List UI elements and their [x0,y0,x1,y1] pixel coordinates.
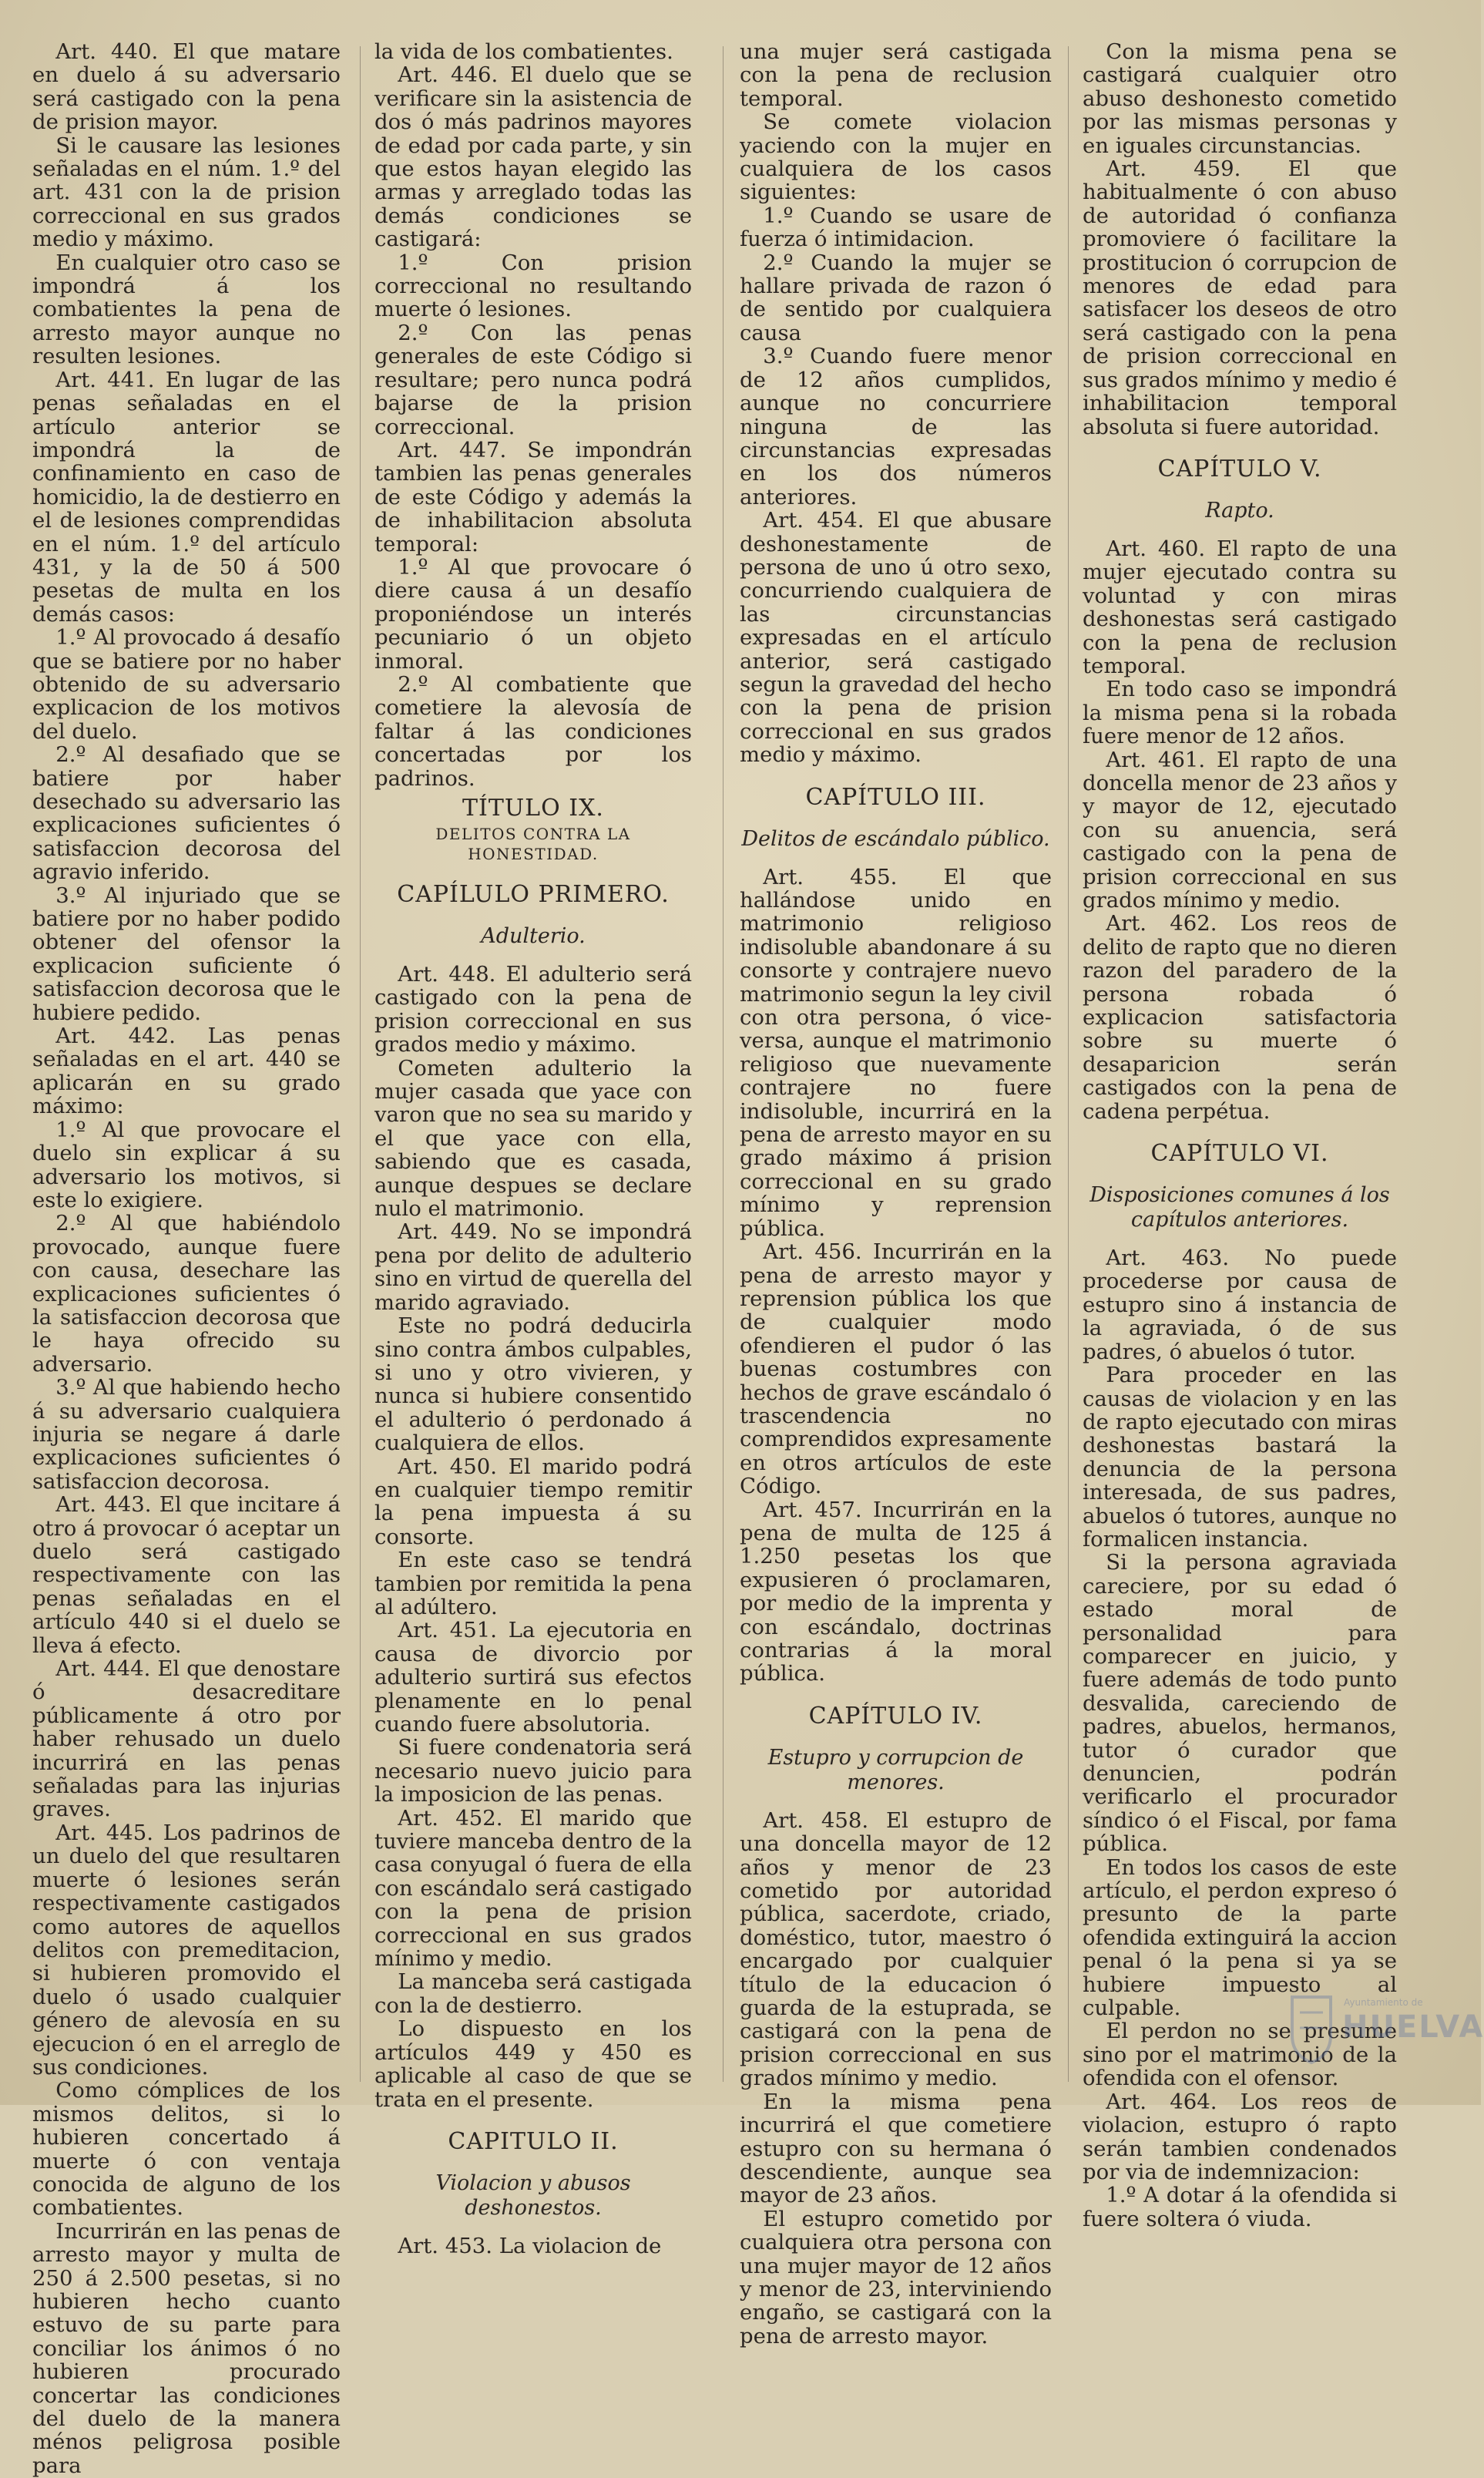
text-paragraph: Si le causare las lesiones señaladas en el núm. 1.º del art. 431 con la de prision correccional en sus grados medio y máximo. [32,133,341,252]
chapter-heading: CAPÍTULO III. [805,783,986,811]
chapter-subtitle: Violacion y abusos deshonestos. [435,2170,631,2220]
chapter-heading: CAPÍLULO PRIMERO. [397,881,670,908]
text-paragraph: Incurrirán en las penas de arresto mayor y multa de 250 á 2.500 pesetas, si no hubieren hecho cuanto estuvo de su parte para conciliar los ánimos ó no hubieren procurado concertar las condiciones del duelo de la manera ménos peligrosa posible para [32,2218,341,2478]
text-paragraph: 1.º Al provocado á desafío que se batiere por no haber obtenido de su adversario explicacion de los motivos del duelo. [32,625,341,744]
chapter-heading: CAPÍTULO VI. [1150,1140,1329,1168]
archive-watermark [1288,1989,1484,2074]
chapter-subtitle: Delitos de escándalo público. [741,826,1050,851]
chapter-heading: TÍTULO IX. [462,795,604,822]
text-paragraph: 1.º Al que provocare ó diere causa á un desafío proponiéndose un interés pecuniario ó un objeto inmoral. [374,554,692,674]
text-paragraph: En este caso se tendrá tambien por remitida la pena al adúltero. [374,1548,692,1619]
text-paragraph: una mujer será castigada con la pena de reclusion temporal. [740,39,1052,111]
text-paragraph: Cometen adulterio la mujer casada que yace con varon que no sea su marido y el que yace con ella, sabiendo que es casada, aunque despues se declare nulo el matrimonio. [374,1055,692,1222]
text-paragraph: En cualquier otro caso se impondrá á los combatientes la pena de arresto mayor aunque no resulten lesiones. [32,250,341,369]
text-paragraph: 2.º Con las penas generales de este Código si resultare; pero nunca podrá bajarse de la prision correccional. [374,320,692,439]
text-paragraph: 1.º Con prision correccional no resultando muerte ó lesiones. [374,250,692,322]
chapter-heading: CAPÍTULO IV. [808,1702,983,1730]
text-paragraph: 3.º Al que habiendo hecho á su adversario cualquiera injuria se negare á darle explicaciones suficientes ó satisfaccion decorosa. [32,1375,341,1494]
text-paragraph: Si la persona agraviada careciere, por su edad ó estado moral de personalidad para comparecer en juicio, y fuere además de todo punto desvalida, careciendo de padres, abuelos, hermanos, tutor ó curador que denuncien, podrán verificarlo el procurador síndico ó el Fiscal, por fama pública. [1083,1550,1397,1857]
text-paragraph: 3.º Al injuriado que se batiere por no haber podido obtener del ofensor la explicacion suficiente ó satisfaccion decorosa que le hubiere pedido. [32,883,341,1025]
chapter-subtitle: Adulterio. [481,924,586,948]
text-paragraph: 3.º Cuando fuere menor de 12 años cumplidos, aunque no concurriere ninguna de las circunstancias expresadas en los dos números anteriores. [740,344,1052,509]
article-paragraph: Art. 462. Los reos de delito de rapto que no dieren razon del paradero de la persona robada ó explicacion satisfactoria sobre su muerte ó desaparicion serán castigados con la pena de cadena perpétua. [1083,911,1397,1124]
text-paragraph: Si fuere condenatoria será necesario nuevo juicio para la imposicion de las penas. [374,1735,692,1807]
column-rule [1068,46,1069,2082]
text-paragraph: En la misma pena incurrirá el que cometiere estupro con su hermana ó descendiente, aunque sea mayor de 23 años. [740,2089,1052,2208]
chapter-heading: CAPITULO II. [448,2127,619,2155]
text-paragraph: la vida de los combatientes. [374,39,673,64]
article-paragraph: Art. 449. No se impondrá pena por delito de adulterio sino en virtud de querella del marido agraviado. [374,1219,692,1315]
article-paragraph: Art. 457. Incurrirán en la pena de multa de 125 á 1.250 pesetas los que expusieren ó proclamaren, por medio de la imprenta y con escándalo, doctrinas contrarias á la moral pública. [740,1497,1052,1686]
chapter-subtitle: Disposiciones comunes á los capítulos anteriores. [1089,1183,1390,1232]
article-paragraph: Art. 456. Incurrirán en la pena de arresto mayor y reprension pública los que de cualquier modo ofendieren el pudor ó las buenas costumbres con hechos de grave escándalo ó trascendencia no comprendidos expresamente en otros artículos de este Código. [740,1239,1052,1499]
article-paragraph: Art. 445. Los padrinos de un duelo del que resultaren muerte ó lesiones serán respectivamente castigados como autores de aquellos delitos con premeditacion, si hubieren promovido el duelo ó usado cualquier género de alevosía en su ejecucion ó en el arreglo de sus condiciones. [32,1820,341,2080]
text-paragraph: Lo dispuesto en los artículos 449 y 450 es aplicable al caso de que se trata en el presente. [374,2016,692,2112]
article-paragraph: Art. 447. Se impondrán tambien las penas generales de este Código y además la de inhabilitacion absoluta temporal: [374,437,692,556]
text-paragraph: 2.º Al que habiéndolo provocado, aunque fuere con causa, desechare las explicaciones suficientes ó la satisfaccion decorosa que le haya ofrecido su adversario. [32,1211,341,1377]
text-paragraph: 1.º Al que provocare el duelo sin explicar á su adversario los motivos, si este lo exigiere. [32,1117,341,1212]
article-paragraph: Art. 451. La ejecutoria en causa de divorcio por adulterio surtirá sus efectos plenamente en lo penal cuando fuere absolutoria. [374,1618,692,1737]
article-paragraph: Art. 450. El marido podrá en cualquier tiempo remitir la pena impuesta á su consorte. [374,1454,692,1549]
text-paragraph: Con la misma pena se castigará cualquier otro abuso deshonesto cometido por las mismas personas y en iguales circunstancias. [1083,39,1397,158]
text-paragraph: Este no podrá deducirla sino contra ámbos culpables, si uno y otro vivieren, y nunca si hubiere consentido el adulterio ó perdonado á cualquiera de ellos. [374,1313,692,1456]
article-paragraph: Art. 461. El rapto de una doncella menor de 23 años y y mayor de 12, ejecutado con su anuencia, será castigado con la pena de prision correccional en sus grados mínimo y medio. [1083,747,1397,913]
title-subheading: DELITOS CONTRA LA HONESTIDAD. [435,825,631,863]
article-paragraph: Art. 443. El que incitare á otro á provocar ó aceptar un duelo será castigado respectivamente con las penas señaladas en el artículo 440 si el duelo se lleva á efecto. [32,1492,341,1658]
article-paragraph: Art. 452. El marido que tuviere manceba dentro de la casa conyugal ó fuera de ella con escándalo será castigado con la pena de prision correccional en sus grados mínimo y medio. [374,1805,692,1972]
text-paragraph: En todos los casos de este artículo, el perdon expreso ó presunto de la parte ofendida extinguirá la accion penal ó la pena si ya se hubiere impuesto al culpable. [1083,1854,1397,2021]
article-paragraph: Art. 453. La violacion de [398,2233,662,2258]
text-paragraph: 2.º Cuando la mujer se hallare privada de razon ó de sentido por cualquiera causa [740,250,1052,345]
watermark-subtitle: Ayuntamiento de [1344,1997,1423,2008]
text-column-4 [1083,39,1397,2231]
text-paragraph: La manceba será castigada con la de destierro. [374,1969,692,2018]
article-paragraph: Art. 440. El que matare en duelo á su adversario será castigado con la pena de prision mayor. [32,39,341,135]
article-paragraph: Art. 441. En lugar de las penas señaladas en el artículo anterior se impondrá la de confinamiento en caso de homicidio, la de destierro en el de lesiones comprendidas en el núm. 1.º del artículo 431, y la de 50 á 500 pesetas de multa en los demás casos: [32,367,341,627]
text-paragraph: El perdon no se presume sino por el matrimonio de la ofendida con el ofensor. [1083,2019,1397,2091]
article-paragraph: Art. 442. Las penas señaladas en el art. 440 se aplicarán en su grado máximo: [32,1024,341,1119]
watermark-title: HUELVA [1342,2009,1484,2045]
text-paragraph: Para proceder en las causas de violacion y en las de rapto ejecutado con miras deshonestas bastará la denuncia de la persona interesada, de sus padres, abuelos ó tutores, aunque no formalicen instancia. [1083,1363,1397,1552]
chapter-subtitle: Rapto. [1205,498,1274,523]
chapter-subtitle: Estupro y corrupcion de menores. [767,1745,1024,1794]
article-paragraph: Art. 463. No puede procederse por causa de estupro sino á instancia de la agraviada, ó de sus padres, ó abuelos ó tutor. [1083,1246,1397,1364]
article-paragraph: Art. 455. El que hallándose unido en matrimonio religioso indisoluble abandonare á su consorte y contrajere nuevo matrimonio segun la ley civil con otra persona, ó vice-versa, aunque el matrimonio religioso que nuevamente contrajere no fuere indisoluble, incurrirá en la pena de arresto mayor en su grado máximo á prision correccional en su grado mínimo y reprension pública. [740,864,1052,1241]
text-column-1 [32,39,341,2478]
text-paragraph: 1.º Cuando se usare de fuerza ó intimidacion. [740,203,1052,252]
text-column-2 [374,39,692,2258]
chapter-heading: CAPÍTULO V. [1157,455,1322,482]
article-paragraph: Art. 458. El estupro de una doncella mayor de 12 años y menor de 23 cometido por autoridad pública, sacerdote, criado, doméstico, tutor, maestro ó encargado por cualquier título de la educacion ó guarda de la estuprada, se castigará con la pena de prision correccional en sus grados mínimo y medio. [740,1807,1052,2091]
article-paragraph: Art. 444. El que denostare ó desacreditare públicamente á otro por haber rehusado un duelo incurrirá en las penas señaladas para las injurias graves. [32,1656,341,1822]
text-paragraph: 2.º Al combatiente que cometiere la alevosía de faltar á las condiciones concertadas por los padrinos. [374,671,692,791]
article-paragraph: Art. 460. El rapto de una mujer ejecutado contra su voluntad y con miras deshonestas será castigado con la pena de reclusion temporal. [1083,536,1397,678]
text-paragraph: En todo caso se impondrá la misma pena si la robada fuere menor de 12 años. [1083,677,1397,749]
text-column-3 [740,39,1052,2349]
article-paragraph: Art. 454. El que abusare deshonestamente de persona de uno ú otro sexo, concurriendo cualquiera de las circunstancias expresadas en el artículo anterior, será castigado segun la gravedad del hecho con la pena de prision correccional en sus grados medio y máximo. [740,508,1052,768]
text-paragraph: 1.º A dotar á la ofendida si fuere soltera ó viuda. [1083,2183,1397,2231]
article-paragraph: Art. 446. El duelo que se verificare sin la asistencia de dos ó más padrinos mayores de edad por cada parte, y sin que estos hayan elegido las armas y arreglado todas las demás condiciones se castigará: [374,62,692,252]
article-paragraph: Art. 448. El adulterio será castigado con la pena de prision correccional en sus grados medio y máximo. [374,962,692,1057]
shield-icon [1288,1989,1335,2066]
article-paragraph: Art. 459. El que habitualmente ó con abuso de autoridad ó confianza promoviere ó facilitare la prostitucion ó corrupcion de menores de edad para satisfacer los deseos de otro será castigado con la pena de prision correccional en sus grados mínimo y medio é inhabilitacion temporal absoluta si fuere autoridad. [1083,156,1397,439]
text-paragraph: 2.º Al desafiado que se batiere por haber desechado su adversario las explicaciones suficientes ó satisfaccion decorosa del agravio inferido. [32,742,341,885]
column-rule [360,46,361,2082]
column-rule [723,46,724,2082]
text-paragraph: El estupro cometido por cualquiera otra persona con una mujer mayor de 12 años y menor de 23, interviniendo engaño, se castigará con la pena de arresto mayor. [740,2206,1052,2349]
article-paragraph: Art. 464. Los reos de violacion, estupro ó rapto serán tambien condenados por via de indemnizacion: [1083,2089,1397,2184]
text-paragraph: Como cómplices de los mismos delitos, si lo hubieren concertado á muerte ó con ventaja conocida de alguno de los combatientes. [32,2078,341,2221]
text-paragraph: Se comete violacion yaciendo con la mujer en cualquiera de los casos siguientes: [740,109,1052,205]
